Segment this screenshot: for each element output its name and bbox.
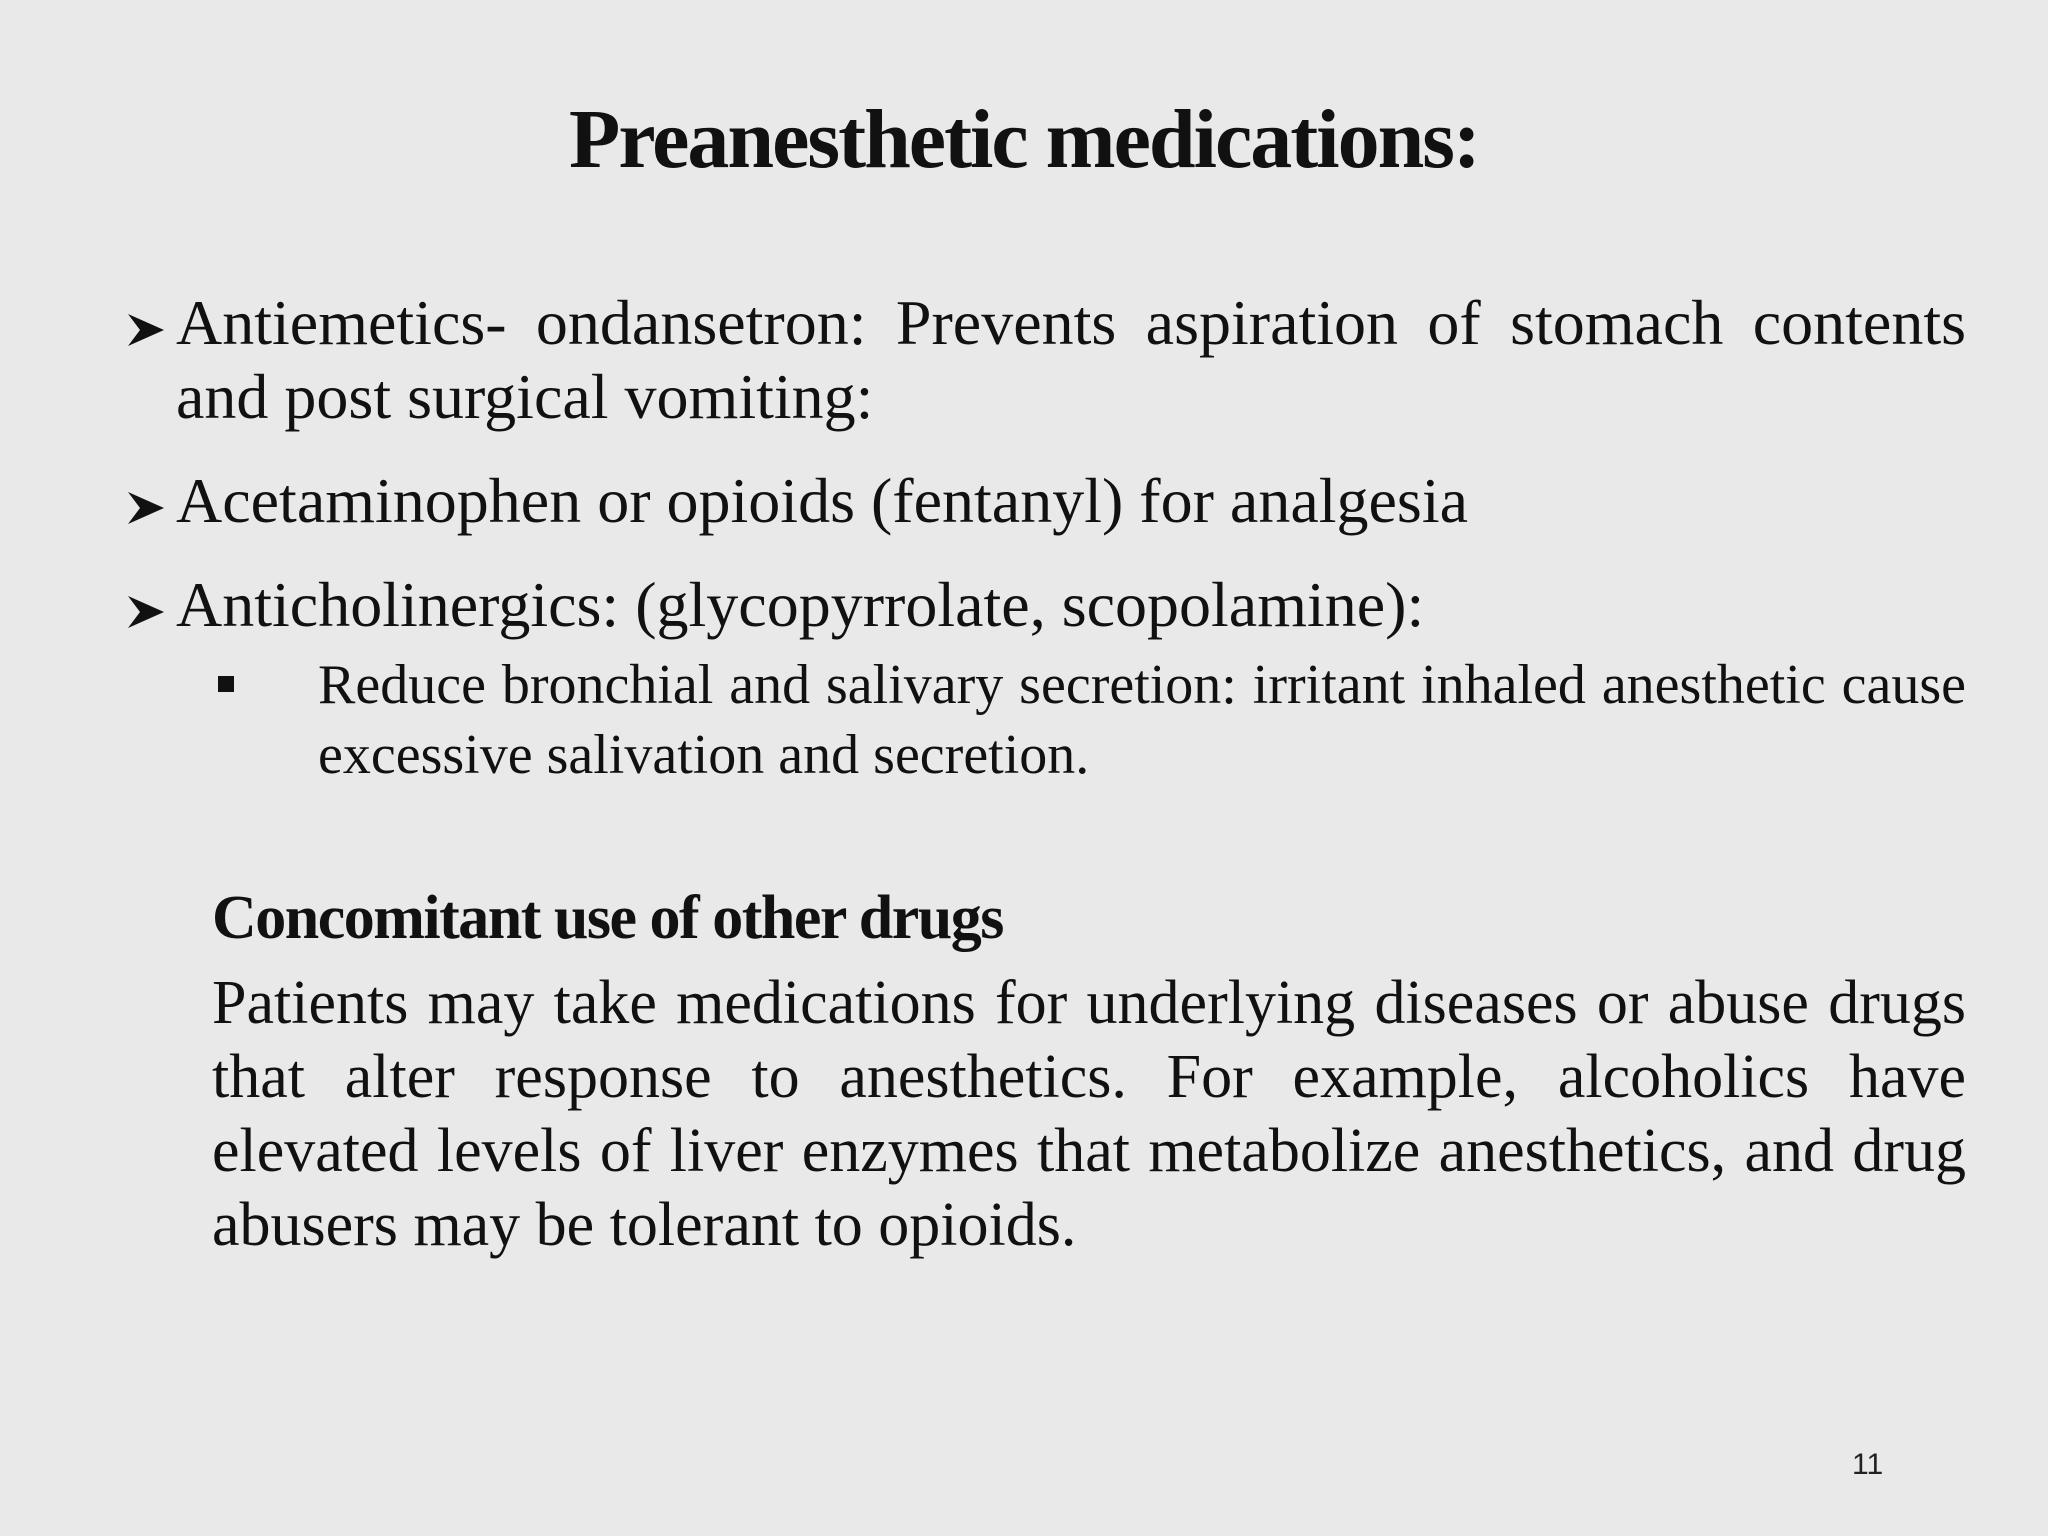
concomitant-drugs-section (212, 880, 1966, 1262)
bullet-text: Antiemetics- ondansetron: Prevents aspiration of stomach contents and post surgical vomiting: (176, 287, 1966, 432)
slide-title: Preanesthetic medications: (569, 93, 1479, 186)
bullet-item (126, 568, 1966, 642)
arrow-bullet-icon (126, 568, 176, 642)
sub-bullet-list (218, 650, 1966, 790)
arrow-bullet-icon (126, 464, 176, 538)
section-body: Patients may take medications for underlying diseases or abuse drugs that alter response to anesthetics. For example, alcoholics have elevated levels of liver enzymes that metabolize anesthetics, and drug abusers may be tolerant to opioids. (212, 969, 1966, 1259)
sub-bullet-item (218, 650, 1966, 790)
bullet-text: Acetaminophen or opioids (fentanyl) for analgesia (176, 465, 1468, 536)
arrow-bullet-icon (126, 286, 176, 360)
section-heading: Concomitant use of other drugs (212, 884, 1003, 952)
bullet-item (126, 464, 1966, 538)
bullet-item (126, 286, 1966, 434)
sub-bullet-text: Reduce bronchial and salivary secretion: irritant inhaled anesthetic cause excessive salivation and secretion. (318, 654, 1966, 786)
page-number: 11 (1852, 1448, 1884, 1481)
square-bullet-icon (218, 650, 318, 692)
bullet-list (126, 286, 1966, 790)
bullet-text: Anticholinergics: (glycopyrrolate, scopolamine): (176, 569, 1425, 640)
